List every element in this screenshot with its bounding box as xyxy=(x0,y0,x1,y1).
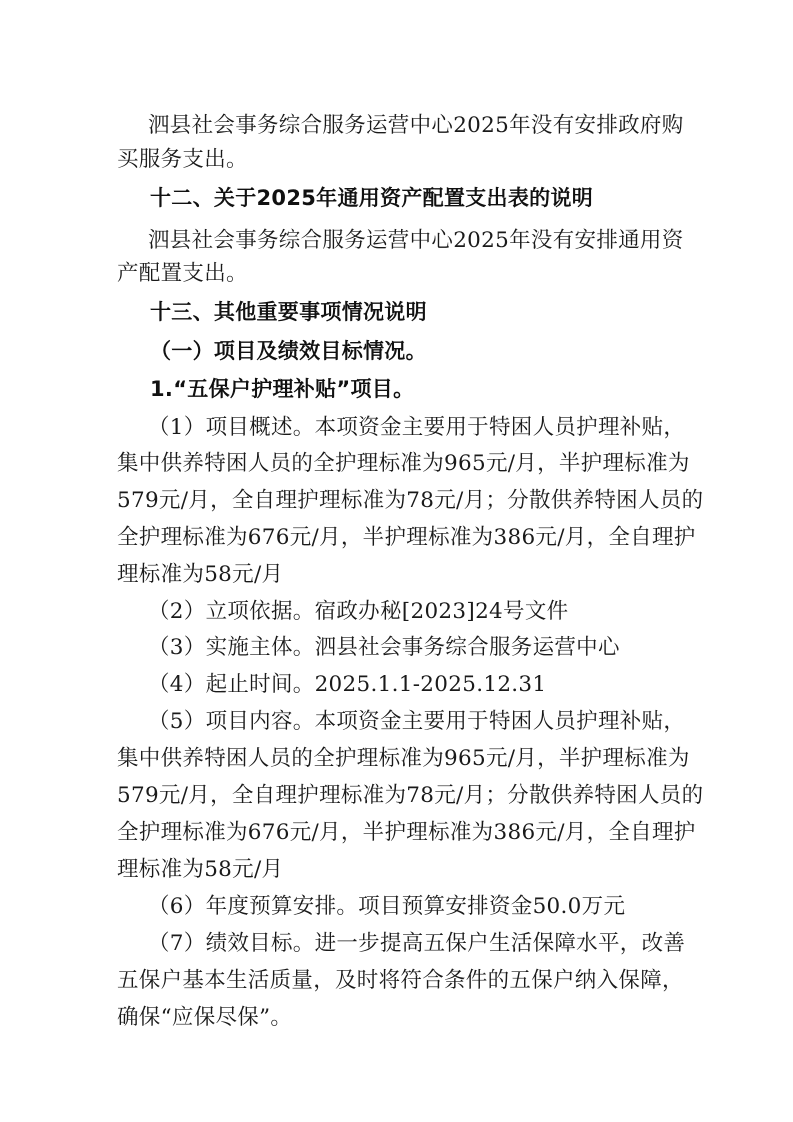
item-line: 集中供养特困人员的全护理标准为965元/月，半护理标准为 xyxy=(117,746,690,771)
item-line: 理标准为58元/月 xyxy=(117,562,284,587)
item-line: 579元/月，全自理护理标准为78元/月；分散供养特困人员的 xyxy=(117,488,704,513)
item-line: 全护理标准为676元/月，半护理标准为386元/月，全自理护 xyxy=(117,525,696,550)
item-line: （2）立项依据。宿政办秘[2023]24号文件 xyxy=(148,599,569,624)
paragraph-line: 产配置支出。 xyxy=(117,261,248,286)
item-line: （3）实施主体。泗县社会事务综合服务运营中心 xyxy=(148,635,620,660)
item-line: （7）绩效目标。进一步提高五保户生活保障水平，改善 xyxy=(148,931,686,956)
item-line: （1）项目概述。本项资金主要用于特困人员护理补贴， xyxy=(148,415,686,440)
item-line: 确保“应保尽保”。 xyxy=(117,1005,293,1030)
item-line: 集中供养特困人员的全护理标准为965元/月，半护理标准为 xyxy=(117,451,690,476)
project-title: 1.“五保户护理补贴”项目。 xyxy=(150,377,415,401)
item-line: （6）年度预算安排。项目预算安排资金50.0万元 xyxy=(148,894,626,919)
section-heading: 十二、关于2025年通用资产配置支出表的说明 xyxy=(150,186,594,210)
item-line: （4）起止时间。2025.1.1-2025.12.31 xyxy=(148,672,547,697)
section-heading: 十三、其他重要事项情况说明 xyxy=(150,300,427,324)
paragraph-line: 泗县社会事务综合服务运营中心2025年没有安排政府购 xyxy=(148,113,684,138)
paragraph-line: 买服务支出。 xyxy=(117,147,248,172)
item-line: 理标准为58元/月 xyxy=(117,857,284,882)
item-line: （5）项目内容。本项资金主要用于特困人员护理补贴， xyxy=(148,709,686,734)
item-line: 五保户基本生活质量，及时将符合条件的五保户纳入保障， xyxy=(117,968,684,993)
item-line: 579元/月，全自理护理标准为78元/月；分散供养特困人员的 xyxy=(117,783,704,808)
item-line: 全护理标准为676元/月，半护理标准为386元/月，全自理护 xyxy=(117,820,696,845)
subsection-heading: （一）项目及绩效目标情况。 xyxy=(150,339,427,363)
paragraph-line: 泗县社会事务综合服务运营中心2025年没有安排通用资 xyxy=(148,228,684,253)
